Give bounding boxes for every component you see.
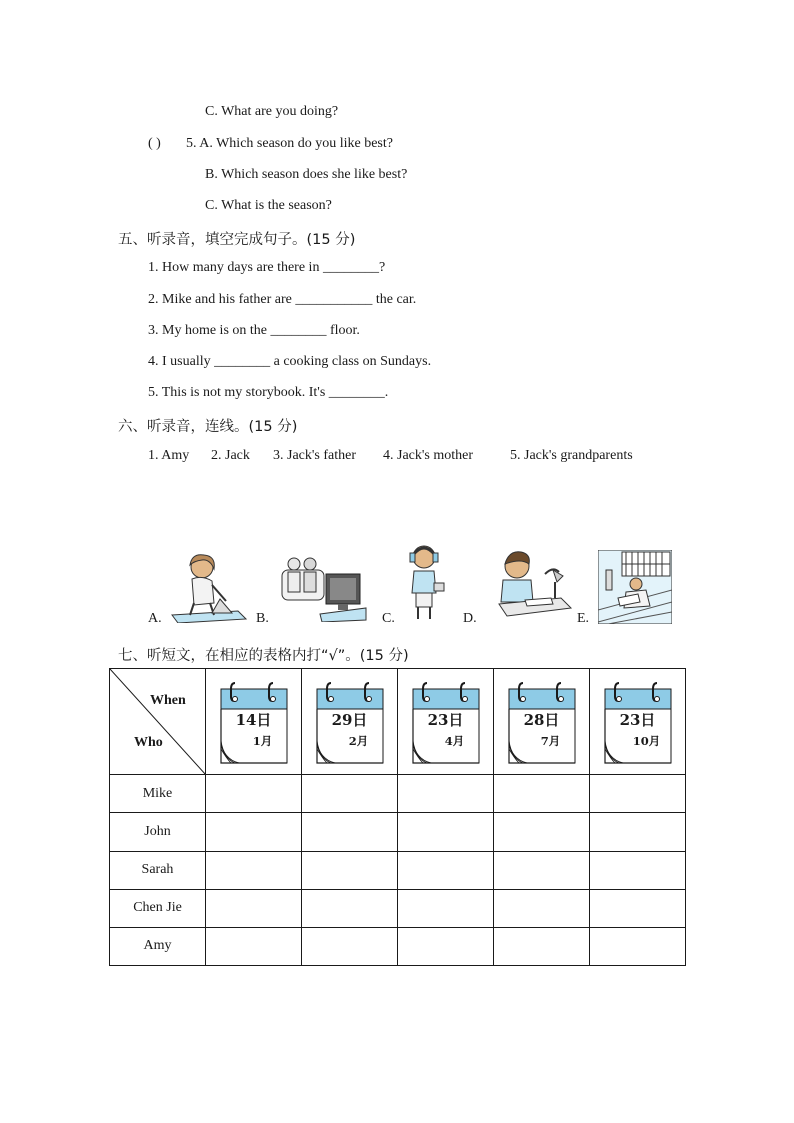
table-header-row: [110, 669, 686, 775]
calendar-day: 23日: [427, 710, 464, 729]
check-cell[interactable]: [398, 889, 494, 927]
section5-item-1: 1. How many days are there in ________?: [148, 260, 386, 275]
boy-at-desk-picture[interactable]: [495, 548, 575, 624]
date-header: [206, 669, 302, 775]
calendar-icon: [507, 679, 577, 765]
table-row: [110, 927, 686, 965]
check-cell[interactable]: [206, 775, 302, 813]
calendar-icon: [219, 679, 289, 765]
woman-cleaning-floor-picture[interactable]: [168, 553, 248, 623]
calendar-icon: [411, 679, 481, 765]
check-cell[interactable]: [494, 927, 590, 965]
calendar-icon: [315, 679, 385, 765]
check-cell[interactable]: [590, 813, 686, 851]
corner-cell: [110, 669, 206, 775]
date-header: [590, 669, 686, 775]
man-reading-picture[interactable]: [598, 550, 672, 624]
section5-item-2: 2. Mike and his father are ___________ the car.: [148, 292, 417, 307]
check-cell[interactable]: [302, 775, 398, 813]
check-cell[interactable]: [206, 813, 302, 851]
row-name: John: [110, 813, 206, 851]
calendar-day: 14日: [235, 710, 272, 729]
calendar-month: 4月: [444, 733, 465, 748]
q5-option-c: C. What is the season?: [205, 198, 332, 213]
person-amy[interactable]: 1. Amy: [148, 448, 190, 463]
check-cell[interactable]: [494, 889, 590, 927]
grandparents-watching-tv-picture[interactable]: [280, 552, 368, 622]
row-name: Amy: [110, 927, 206, 965]
date-header: [302, 669, 398, 775]
table-row: [110, 775, 686, 813]
check-cell[interactable]: [302, 889, 398, 927]
check-cell[interactable]: [398, 851, 494, 889]
person-jacks-mother[interactable]: 4. Jack's mother: [383, 448, 474, 463]
check-cell[interactable]: [302, 813, 398, 851]
person-jacks-father[interactable]: 3. Jack's father: [273, 448, 356, 463]
calendar-day: 28日: [523, 710, 560, 729]
corner-when-label: When: [150, 693, 186, 708]
table-row: [110, 851, 686, 889]
check-cell[interactable]: [590, 851, 686, 889]
date-header: [398, 669, 494, 775]
person-jack[interactable]: 2. Jack: [211, 448, 250, 463]
section5-heading: 五、听录音，填空完成句子。(15 分): [118, 232, 356, 248]
table-row: [110, 813, 686, 851]
section6-heading: 六、听录音，连线。(15 分): [118, 419, 298, 435]
q5-answer-bracket[interactable]: ( ): [148, 136, 161, 151]
girl-with-headphones-picture[interactable]: [400, 543, 450, 623]
picture-letter-e: E.: [577, 611, 590, 626]
check-cell[interactable]: [398, 927, 494, 965]
row-name: Sarah: [110, 851, 206, 889]
q5-option-b: B. Which season does she like best?: [205, 167, 408, 182]
row-name: Chen Jie: [110, 889, 206, 927]
table-row: [110, 889, 686, 927]
calendar-month: 7月: [540, 733, 561, 748]
calendar-month: 2月: [348, 733, 369, 748]
person-jacks-grandparents[interactable]: 5. Jack's grandparents: [510, 448, 633, 463]
q4-option-c: C. What are you doing?: [205, 104, 339, 119]
section5-item-4: 4. I usually ________ a cooking class on Sundays.: [148, 354, 432, 369]
check-cell[interactable]: [494, 813, 590, 851]
calendar-month: 1月: [252, 733, 273, 748]
check-cell[interactable]: [206, 889, 302, 927]
section5-item-3: 3. My home is on the ________ floor.: [148, 323, 360, 338]
calendar-day: 23日: [619, 710, 656, 729]
picture-letter-b: B.: [256, 611, 269, 626]
check-cell[interactable]: [590, 775, 686, 813]
check-cell[interactable]: [398, 775, 494, 813]
check-cell[interactable]: [494, 775, 590, 813]
check-cell[interactable]: [302, 851, 398, 889]
check-cell[interactable]: [590, 889, 686, 927]
calendar-month: 10月: [632, 733, 661, 748]
section5-item-5: 5. This is not my storybook. It's ________.: [148, 385, 389, 400]
check-cell[interactable]: [302, 927, 398, 965]
picture-letter-c: C.: [382, 611, 395, 626]
picture-letter-a: A.: [148, 611, 162, 626]
check-cell[interactable]: [398, 813, 494, 851]
section7-heading: 七、听短文，在相应的表格内打“√”。(15 分): [118, 648, 409, 664]
corner-who-label: Who: [134, 735, 163, 750]
check-cell[interactable]: [206, 851, 302, 889]
row-name: Mike: [110, 775, 206, 813]
check-cell[interactable]: [590, 927, 686, 965]
check-cell[interactable]: [494, 851, 590, 889]
check-cell[interactable]: [206, 927, 302, 965]
checklist-table: [109, 668, 686, 966]
picture-letter-d: D.: [463, 611, 477, 626]
calendar-icon: [603, 679, 673, 765]
calendar-day: 29日: [331, 710, 368, 729]
date-header: [494, 669, 590, 775]
q5-option-a: 5. A. Which season do you like best?: [186, 136, 393, 151]
